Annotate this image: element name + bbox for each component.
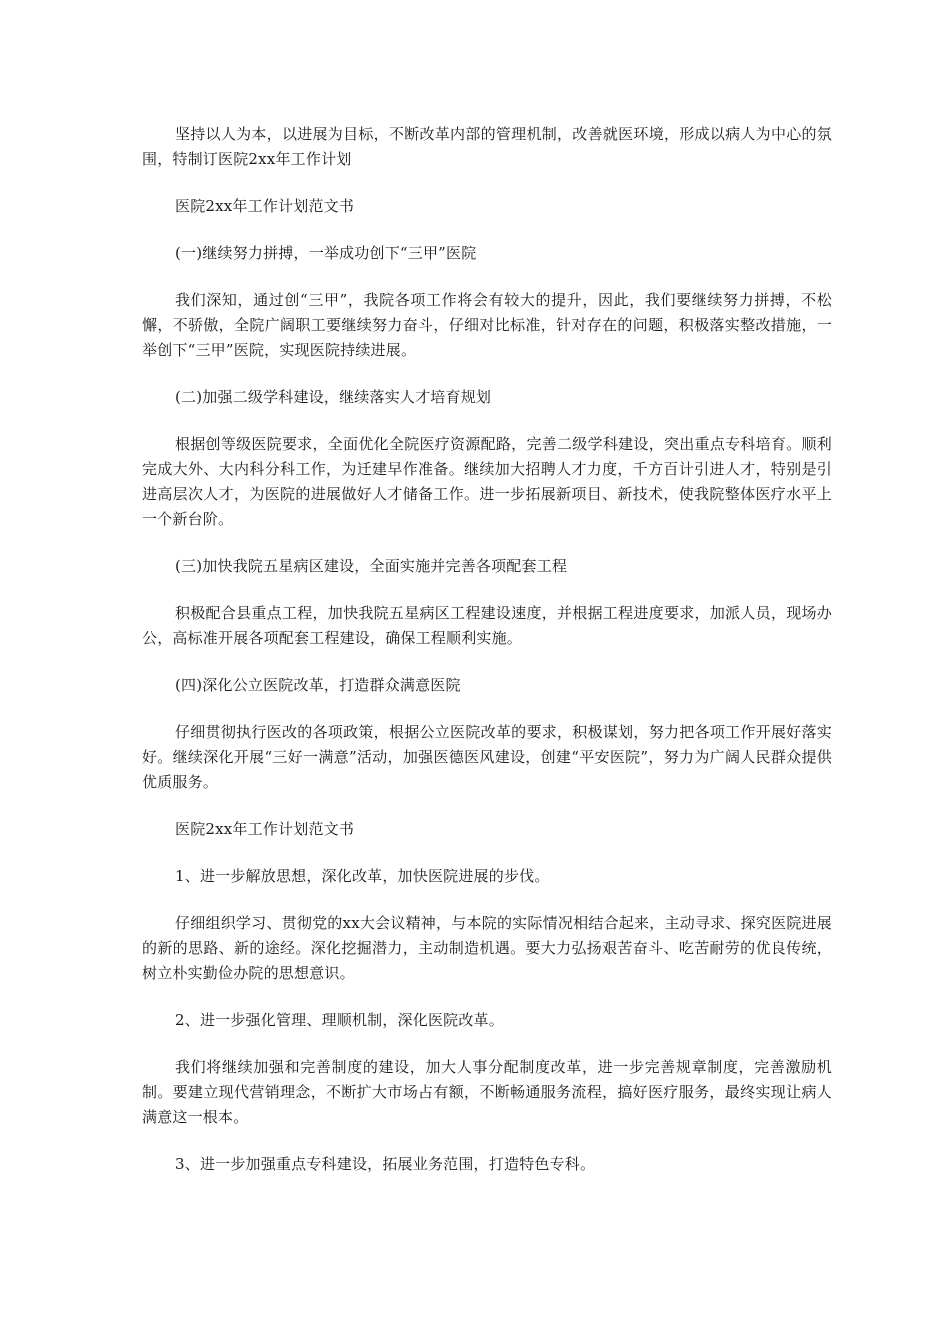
subsection-heading-2: (二)加强二级学科建设，继续落实人才培育规划 — [175, 388, 492, 406]
body-paragraph: 根据创等级医院要求，全面优化全院医疗资源配路，完善二级学科建设，突出重点专科培育。顺利完成大外、大内科分科工作，为迁建早作准备。继续加大招聘人才力度，千方百计引进人才，特别是引进高层次人才，为医院的进展做好人才储备工作。进一步拓展新项目、新技术，使我院整体医疗水平上一个新台阶。 — [142, 435, 832, 528]
subsection-heading-1: (一)继续努力拼搏，一举成功创下“三甲”医院 — [175, 244, 477, 262]
intro-paragraph: 坚持以人为本，以进展为目标，不断改革内部的管理机制，改善就医环境，形成以病人为中心的氛围，特制订医院2xx年工作计划 — [142, 125, 832, 168]
body-paragraph: 积极配合县重点工程，加快我院五星病区工程建设速度，并根据工程进度要求，加派人员，现场办公，高标准开展各项配套工程建设，确保工程顺利实施。 — [142, 604, 832, 647]
subsection-heading-3: (三)加快我院五星病区建设，全面实施并完善各项配套工程 — [175, 557, 568, 575]
body-paragraph: 仔细贯彻执行医改的各项政策，根据公立医院改革的要求，积极谋划，努力把各项工作开展好落实好。继续深化开展“三好一满意”活动，加强医德医风建设，创建“平安医院”，努力为广阔人民群众提供优质服务。 — [142, 723, 832, 791]
body-paragraph: 我们深知，通过创“三甲”，我院各项工作将会有较大的提升，因此，我们要继续努力拼搏，不松懈，不骄傲，全院广阔职工要继续努力奋斗，仔细对比标准，针对存在的问题，积极落实整改措施，一举创下“三甲”医院，实现医院持续进展。 — [142, 291, 832, 359]
document-body — [142, 122, 832, 1199]
numbered-heading-2: 2、进一步强化管理、理顺机制，深化医院改革。 — [175, 1011, 504, 1029]
section-title: 医院2xx年工作计划范文书 — [175, 820, 355, 838]
numbered-heading-1: 1、进一步解放思想，深化改革，加快医院进展的步伐。 — [175, 867, 550, 885]
section-title: 医院2xx年工作计划范文书 — [175, 197, 355, 215]
numbered-heading-3: 3、进一步加强重点专科建设，拓展业务范围，打造特色专科。 — [175, 1155, 596, 1173]
body-paragraph: 仔细组织学习、贯彻党的xx大会议精神，与本院的实际情况相结合起来，主动寻求、探究医院进展的新的思路、新的途经。深化挖掘潜力，主动制造机遇。要大力弘扬艰苦奋斗、吃苦耐劳的优良传统，树立朴实勤俭办院的思想意识。 — [142, 914, 832, 982]
subsection-heading-4: (四)深化公立医院改革，打造群众满意医院 — [175, 676, 461, 694]
body-paragraph: 我们将继续加强和完善制度的建设，加大人事分配制度改革，进一步完善规章制度，完善激励机制。要建立现代营销理念，不断扩大市场占有额，不断畅通服务流程，搞好医疗服务，最终实现让病人满意这一根本。 — [142, 1058, 832, 1126]
